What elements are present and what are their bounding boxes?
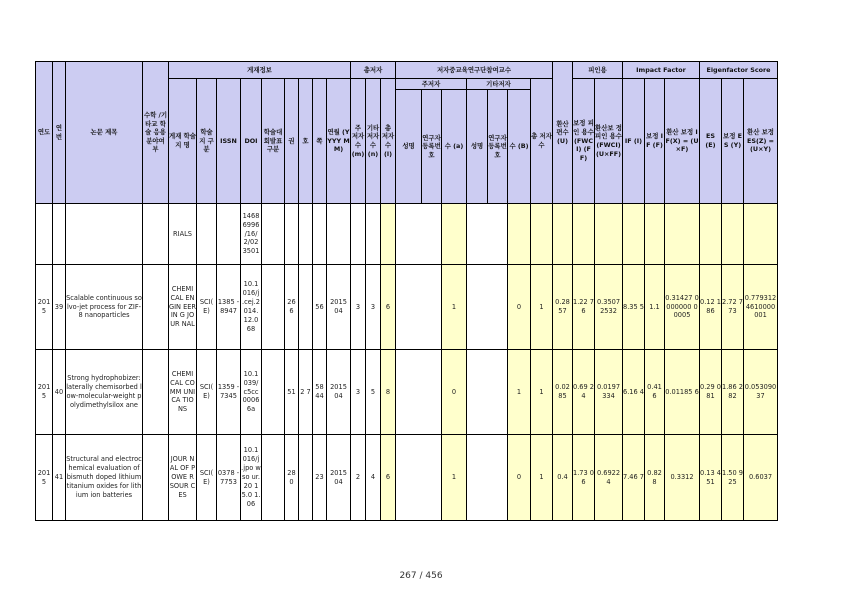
cell-other-author (366, 204, 381, 265)
cell-conv-corr: 0.6922 4 (595, 435, 623, 521)
cell-page (313, 204, 327, 265)
cell-year: 201 5 (36, 350, 53, 435)
cell-serial (53, 204, 66, 265)
cell-issue (299, 435, 313, 521)
cell-conv-count: 0.02 85 (553, 350, 573, 435)
header-es-corr: 보정 ES (Y) (722, 79, 744, 204)
cell-conv-count (553, 204, 573, 265)
cell-issn: 0378 - 7753 (217, 435, 241, 521)
cell-if: 7.46 7 (623, 435, 645, 521)
cell-fwci-corr: 1.22 76 (573, 265, 595, 350)
cell-conv-count: 0.28 57 (553, 265, 573, 350)
cell-serial: 41 (53, 435, 66, 521)
cell-journal-type: SCI( E) (197, 265, 217, 350)
header-title: 논문 제목 (66, 62, 143, 204)
header-doi: DOI (241, 79, 262, 204)
cell-journal-type: SCI( E) (197, 350, 217, 435)
header-cnt-a: 수 (a) (442, 90, 467, 204)
cell-es: 0.13 451 (700, 435, 722, 521)
cell-fwci-corr: 0.69 24 (573, 350, 595, 435)
cell-conv-corr (595, 204, 623, 265)
cell-issue (299, 265, 313, 350)
cell-volume (285, 204, 299, 265)
header-sub-main-author: 주저자 (396, 79, 467, 90)
cell-name1 (396, 435, 422, 521)
cell-reg2 (488, 265, 508, 350)
header-serial: 연번 (53, 62, 66, 204)
cell-issn: 1385 - 8947 (217, 265, 241, 350)
cell-reg1 (422, 265, 442, 350)
header-field: 수학 /기타교 학술 응용 분야여 부 (143, 62, 169, 204)
header-group-impact: Impact Factor (623, 62, 700, 79)
header-fwci-corr: 보정 피인 용수 (FWC I) (FF) (573, 79, 595, 204)
cell-if: 6.16 4 (623, 350, 645, 435)
cell-es: 0.12 186 (700, 265, 722, 350)
cell-es-corr: 1.86 282 (722, 350, 744, 435)
cell-conv-es: 0.6037 (744, 435, 778, 521)
header-conv-corr: 환산보 정피인 용수 (FWCI) (U×FF) (595, 79, 623, 204)
cell-conv-corr: 0.0197 334 (595, 350, 623, 435)
cell-cnt-a: 0 (442, 350, 467, 435)
cell-name1 (396, 204, 422, 265)
header-society: 학술대 회발표 구분 (262, 79, 285, 204)
header-main-author: 주 저자 수 (m) (351, 79, 366, 204)
header-cnt-b: 수 (B) (508, 90, 531, 204)
cell-if-corr (645, 204, 665, 265)
cell-society (262, 350, 285, 435)
cell-name2 (467, 265, 488, 350)
cell-journal: CHEMI CAL ENGIN EERIN G JOUR NAL (169, 265, 197, 350)
header-group-authors: 총저자 (351, 62, 396, 79)
cell-pubdate (327, 204, 351, 265)
header-group-research: 저자중교육연구단참여교수 (396, 62, 553, 79)
cell-conv-count: 0.4 (553, 435, 573, 521)
cell-society (262, 204, 285, 265)
cell-serial: 39 (53, 265, 66, 350)
cell-cnt-b: 0 (508, 265, 531, 350)
cell-conv-es: 0.053090 37 (744, 350, 778, 435)
cell-total-members: 1 (531, 350, 553, 435)
header-total-author: 총 저자 수 (l) (381, 79, 396, 204)
header-journal-type: 학술 지 구 분 (197, 79, 217, 204)
header-conv-es: 환산 보정 ES(Z) =(U×Y) (744, 79, 778, 204)
cell-main-author: 3 (351, 350, 366, 435)
cell-name2 (467, 350, 488, 435)
header-reg1: 연구자 등록번 호 (422, 90, 442, 204)
table-row (36, 204, 778, 265)
cell-reg1 (422, 204, 442, 265)
cell-reg2 (488, 435, 508, 521)
header-journal: 게재 학술지 명 (169, 79, 197, 204)
cell-other-author: 4 (366, 435, 381, 521)
cell-field (143, 204, 169, 265)
cell-conv-if (665, 204, 700, 265)
header-sub-other-author: 기타저자 (467, 79, 531, 90)
cell-reg1 (422, 435, 442, 521)
cell-name2 (467, 204, 488, 265)
cell-reg1 (422, 350, 442, 435)
cell-volume: 51 (285, 350, 299, 435)
header-other-author: 기타 저자 수 (n) (366, 79, 381, 204)
cell-title (66, 204, 143, 265)
header-name2: 성명 (467, 90, 488, 204)
cell-pubdate: 2015 04 (327, 350, 351, 435)
header-issue: 호 (299, 79, 313, 204)
cell-journal-type: SCI( E) (197, 435, 217, 521)
cell-reg2 (488, 204, 508, 265)
cell-volume: 26 6 (285, 265, 299, 350)
cell-doi: 10.1 016/j .jpo wso ur.20 15.0 1.06 (241, 435, 262, 521)
cell-total-author (381, 204, 396, 265)
cell-total-members: 1 (531, 435, 553, 521)
header-year: 연도 (36, 62, 53, 204)
table-row (36, 350, 778, 435)
cell-conv-if: 0.01185 6 (665, 350, 700, 435)
header-reg2: 연구자 등록번 호 (488, 90, 508, 204)
cell-es-corr: 1.50 925 (722, 435, 744, 521)
header-conv-count: 환산 편수 (U) (553, 62, 573, 204)
cell-journal: CHEMI CAL COMM UNICA TIONS (169, 350, 197, 435)
header-es: ES (E) (700, 79, 722, 204)
cell-conv-es (744, 204, 778, 265)
cell-fwci-corr (573, 204, 595, 265)
cell-total-members: 1 (531, 265, 553, 350)
cell-es: 0.29 081 (700, 350, 722, 435)
header-group-publication: 게재정보 (169, 62, 351, 79)
cell-pubdate: 2015 04 (327, 435, 351, 521)
header-conv-if: 환산 보정 IF(X) = (U×F) (665, 79, 700, 204)
cell-other-author: 5 (366, 350, 381, 435)
cell-society (262, 265, 285, 350)
cell-name2 (467, 435, 488, 521)
header-pubdate: 연월 (YYYY MM) (327, 79, 351, 204)
cell-main-author: 2 (351, 435, 366, 521)
cell-issn (217, 204, 241, 265)
table-row (36, 435, 778, 521)
table-row (36, 265, 778, 350)
header-group-eigen: Eigenfactor Score (700, 62, 778, 79)
cell-conv-if: 0.31427 0000000 00005 (665, 265, 700, 350)
cell-serial: 40 (53, 350, 66, 435)
cell-journal: JOUR NAL OF POWE R SOUR CES (169, 435, 197, 521)
cell-name1 (396, 350, 422, 435)
cell-page: 58 44 (313, 350, 327, 435)
cell-name1 (396, 265, 422, 350)
cell-year: 201 5 (36, 435, 53, 521)
header-name1: 성명 (396, 90, 422, 204)
cell-issn: 1359 - 7345 (217, 350, 241, 435)
cell-conv-if: 0.3312 (665, 435, 700, 521)
cell-reg2 (488, 350, 508, 435)
cell-total-author: 6 (381, 435, 396, 521)
page-number: 267 / 456 (399, 571, 443, 581)
cell-issue: 2 7 (299, 350, 313, 435)
cell-main-author: 3 (351, 265, 366, 350)
header-volume: 권 (285, 79, 299, 204)
cell-field (143, 265, 169, 350)
cell-pubdate: 2015 04 (327, 265, 351, 350)
cell-doi: 10.1 016/j .cej.2 014. 12.0 68 (241, 265, 262, 350)
cell-if (623, 204, 645, 265)
cell-other-author: 3 (366, 265, 381, 350)
cell-es-corr (722, 204, 744, 265)
header-issn: ISSN (217, 79, 241, 204)
cell-journal: RIALS (169, 204, 197, 265)
cell-fwci-corr: 1.73 06 (573, 435, 595, 521)
header-page: 쪽 (313, 79, 327, 204)
research-output-table (35, 61, 778, 521)
cell-cnt-a: 1 (442, 435, 467, 521)
cell-issue (299, 204, 313, 265)
cell-field (143, 350, 169, 435)
cell-cnt-a: 1 (442, 265, 467, 350)
cell-conv-es: 0.779312 4610000 001 (744, 265, 778, 350)
cell-journal-type (197, 204, 217, 265)
cell-volume: 28 0 (285, 435, 299, 521)
cell-if-corr: 0.82 8 (645, 435, 665, 521)
cell-es-corr: 2.72 773 (722, 265, 744, 350)
cell-total-members (531, 204, 553, 265)
header-total-members: 총 저자 수 (531, 79, 553, 204)
cell-cnt-b: 0 (508, 435, 531, 521)
cell-page: 23 (313, 435, 327, 521)
cell-field (143, 435, 169, 521)
cell-doi: 10.1 039/ c5cc 0006 6a (241, 350, 262, 435)
cell-year (36, 204, 53, 265)
cell-total-author: 8 (381, 350, 396, 435)
cell-es (700, 204, 722, 265)
cell-year: 201 5 (36, 265, 53, 350)
header-if-corr: 보정 IF (F) (645, 79, 665, 204)
cell-cnt-a (442, 204, 467, 265)
cell-cnt-b (508, 204, 531, 265)
cell-doi: 1468 6996 /16/ 2/02 3501 (241, 204, 262, 265)
cell-main-author (351, 204, 366, 265)
cell-title: Structural and electrochemical evaluation of bismuth doped lithium titanium oxides for lithium ion batteries (66, 435, 143, 521)
cell-title: Scalable continuous solvo-jet process for ZIF-8 nanoparticles (66, 265, 143, 350)
cell-cnt-b: 1 (508, 350, 531, 435)
cell-if-corr: 0.41 6 (645, 350, 665, 435)
header-if: IF (I) (623, 79, 645, 204)
cell-total-author: 6 (381, 265, 396, 350)
cell-if: 8.35 5 (623, 265, 645, 350)
cell-title: Strong hydrophobizer: laterally chemisorbed low-molecular-weight polydimethylsilox ane (66, 350, 143, 435)
cell-if-corr: 1.1 (645, 265, 665, 350)
cell-society (262, 435, 285, 521)
cell-page: 56 (313, 265, 327, 350)
cell-conv-corr: 0.3507 2532 (595, 265, 623, 350)
header-group-citation: 피인용 (573, 62, 623, 79)
